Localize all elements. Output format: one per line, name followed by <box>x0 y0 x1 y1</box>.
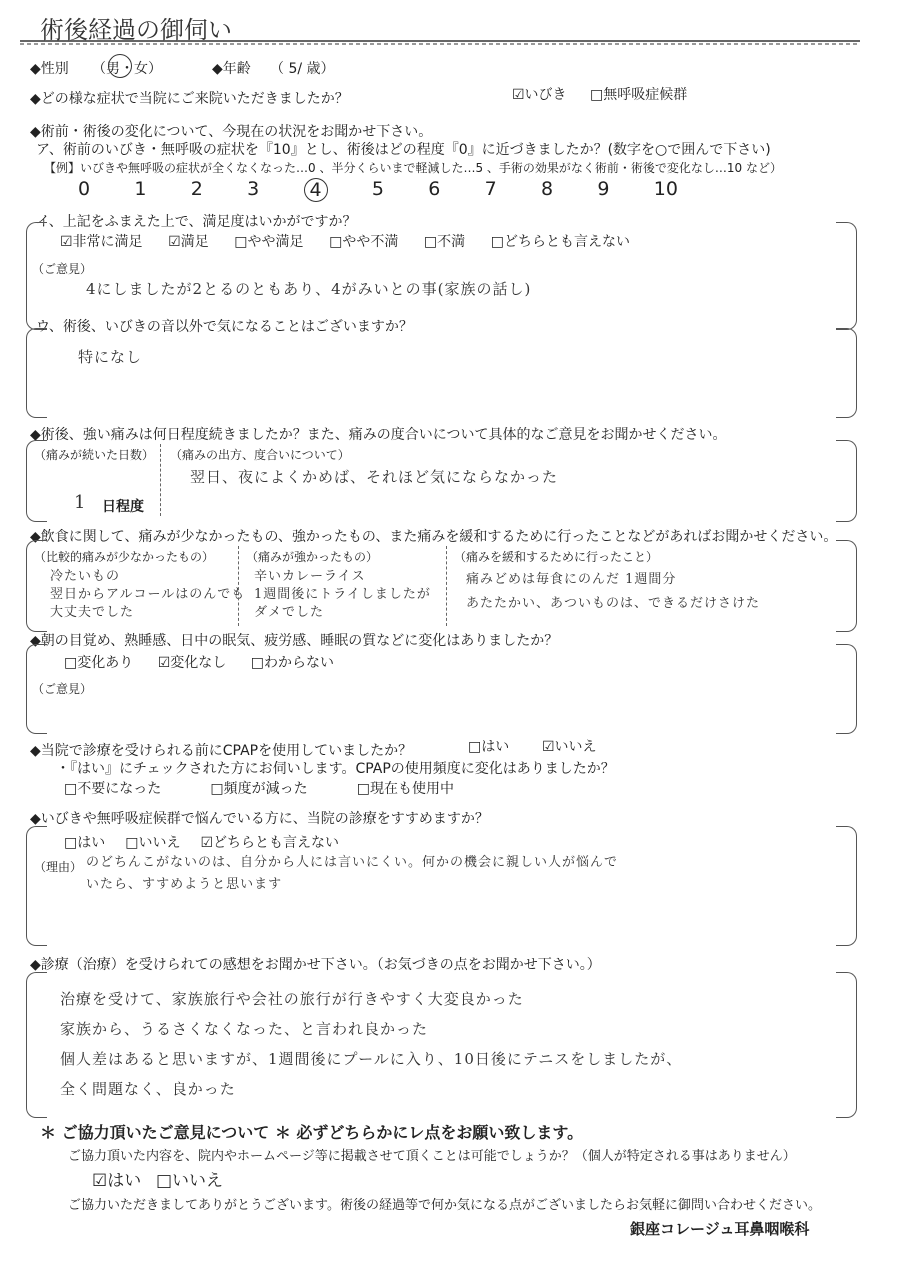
pain-bracket-right <box>836 440 857 522</box>
cpap-opt-yes[interactable]: □はい <box>468 739 510 755</box>
food-separator-1 <box>238 546 240 626</box>
satisfaction-bracket-right <box>836 222 857 330</box>
satisfaction-option-1[interactable]: ☑満足 <box>168 234 209 250</box>
recommend-reason-line: のどちんこがないのは、自分から人には言いにくい。何かの機会に親しい人が悩んで <box>86 855 619 870</box>
food-separator-2 <box>446 546 448 626</box>
food-col3-line: あたたかい、あついものは、できるだけさけた <box>466 596 761 611</box>
food-col1-line: 大丈夫でした <box>50 605 135 620</box>
pain-days-label: （痛みが続いた日数） <box>34 448 155 462</box>
recommend-reason-line: いたら、すすめようと思います <box>86 877 283 892</box>
title-underline <box>20 38 860 46</box>
recommend-options <box>64 832 339 852</box>
pain-degree-label: （痛みの出方、度合いについて） <box>170 448 350 462</box>
scale-number-6[interactable]: 6 <box>428 178 441 200</box>
impression-line: 家族から、うるさくなくなった、と言われ良かった <box>60 1020 429 1038</box>
sleep-bracket-right <box>836 644 857 734</box>
satisfaction-option-5[interactable]: □どちらとも言えない <box>490 234 630 250</box>
pain-separator <box>160 444 162 516</box>
sleep-question: ◆朝の目覚め、熟睡感、日中の眠気、疲労感、睡眠の質などに変化はありましたか？ <box>30 633 559 649</box>
cpap-frequency-option-2[interactable]: □現在も使用中 <box>356 781 454 797</box>
consent-heading: ＊ ご協力頂いたご意見について ＊ 必ずどちらかにレ点をお願い致します。 <box>40 1123 584 1142</box>
sleep-options <box>64 652 334 672</box>
consent-thanks: ご協力いただきましてありがとうございます。術後の経過等で何か気になる点がございましたらお気軽に御問い合わせください。 <box>68 1198 821 1213</box>
clinic-name: 銀座コレージュ耳鼻咽喉科 <box>630 1220 810 1238</box>
scale-number-8[interactable]: 8 <box>541 178 554 200</box>
food-col2-line: ダメでした <box>254 605 325 620</box>
food-col3-text[interactable] <box>466 568 760 616</box>
food-question: ◆飲食に関して、痛みが少なかったもの、強かったもの、また痛みを緩和するために行ったことなどがあればお聞かせください。 <box>30 529 838 545</box>
pain-days-unit: 日程度 <box>102 499 144 515</box>
recommend-bracket-left <box>26 826 47 946</box>
satisfaction-opinion-text[interactable]: 4にしましたが2とるのともあり、4がみいとの事(家族の話し) <box>86 280 532 298</box>
satisfaction-option-0[interactable]: ☑非常に満足 <box>60 234 143 250</box>
food-col1-line: 翌日からアルコールはのんでも <box>50 587 246 602</box>
impression-question: ◆診療（治療）を受けられての感想をお聞かせ下さい。（お気づきの点をお聞かせ下さい。） <box>30 957 601 973</box>
scale-number-1[interactable]: 1 <box>134 178 147 200</box>
sleep-option-1[interactable]: ☑変化なし <box>157 655 227 671</box>
cpap-frequency-option-1[interactable]: □頻度が減った <box>210 781 308 797</box>
change-sub-a: ア、術前のいびき・無呼吸の症状を『10』とし、術後はどの程度『0』に近づきましたか？(数字を○で囲んで下さい) <box>36 142 771 158</box>
consent-opt-no[interactable]: □いいえ <box>156 1171 224 1191</box>
cpap-question: ◆当院で診療を受けられる前にCPAPを使用していましたか？ <box>30 743 413 759</box>
scale-number-3[interactable]: 3 <box>247 178 260 200</box>
sex-value[interactable]: （男・女） <box>92 61 162 77</box>
food-col3-line: 痛みどめは毎食にのんだ 1週間分 <box>466 572 677 587</box>
page-title: 術後経過の御伺い <box>40 16 232 44</box>
recommend-reason-text[interactable] <box>86 852 618 896</box>
consent-opt-yes[interactable]: ☑はい <box>92 1171 142 1191</box>
scale-number-selected[interactable]: 4 <box>304 178 328 202</box>
recommend-bracket-right <box>836 826 857 946</box>
scale-number-9[interactable]: 9 <box>597 178 610 200</box>
sleep-option-2[interactable]: □わからない <box>250 655 334 671</box>
other-bracket-right <box>836 328 857 418</box>
recommend-option-2[interactable]: ☑どちらとも言えない <box>200 835 339 851</box>
impression-text[interactable] <box>60 984 682 1104</box>
scale-number-7[interactable]: 7 <box>484 178 497 200</box>
food-bracket-right <box>836 540 857 632</box>
satisfaction-opinion-label: （ご意見） <box>32 262 93 276</box>
sex-selected-circle <box>108 54 132 78</box>
consent-question: ご協力頂いた内容を、院内やホームページ等に掲載させて頂くことは可能でしょうか？（個人が特定される事はありません） <box>68 1149 796 1164</box>
scale-number-2[interactable]: 2 <box>190 178 203 200</box>
sex-label: ◆性別 <box>30 61 69 77</box>
pain-degree-text[interactable]: 翌日、夜によくかめば、それほど気にならなかった <box>190 468 559 486</box>
pain-days-value[interactable]: 1 <box>74 492 87 513</box>
other-answer[interactable]: 特になし <box>78 348 143 366</box>
symptom-opt-apnea[interactable]: □無呼吸症候群 <box>590 87 688 103</box>
recommend-option-0[interactable]: □はい <box>64 835 106 851</box>
scale-number-5[interactable]: 5 <box>371 178 384 200</box>
satisfaction-options <box>60 231 630 251</box>
scale-row <box>78 178 678 202</box>
food-col2-line: 1週間後にトライしましたが <box>254 587 431 602</box>
satisfaction-option-2[interactable]: □やや満足 <box>234 234 304 250</box>
change-example: 【例】いびきや無呼吸の症状が全くなくなった…0 、半分くらいまで軽減した…5 、手術の効果がなく術前・術後で変化なし…10 など） <box>44 161 782 175</box>
recommend-reason-label: （理由） <box>34 860 83 874</box>
satisfaction-option-3[interactable]: □やや不満 <box>329 234 399 250</box>
cpap-opt-no[interactable]: ☑いいえ <box>542 739 597 755</box>
food-col2-label: （痛みが強かったもの） <box>246 550 379 564</box>
satisfaction-question: イ、上記をふまえた上で、満足度はいかがですか？ <box>36 214 357 230</box>
pain-question: ◆術後、強い痛みは何日程度続きましたか？また、痛みの度合いについて具体的なご意見をお聞かせください。 <box>30 427 727 443</box>
age-value[interactable]: （ 5/ 歳） <box>270 61 335 77</box>
impression-bracket-right <box>836 972 857 1118</box>
scale-number-10[interactable]: 10 <box>653 178 678 200</box>
cpap-frequency-options <box>64 778 454 798</box>
cpap-followup: ・『はい』にチェックされた方にお伺いします。CPAPの使用頻度に変化はありましたか？ <box>56 761 615 777</box>
food-col3-label: （痛みを緩和するために行ったこと） <box>454 550 659 564</box>
other-question: ウ、術後、いびきの音以外で気になることはございますか？ <box>36 319 413 335</box>
impression-bracket-left <box>26 972 47 1118</box>
food-col2-text[interactable] <box>254 568 431 622</box>
food-col1-label: （比較的痛みが少なかったもの） <box>34 550 215 564</box>
sleep-opinion-label: （ご意見） <box>32 682 93 696</box>
recommend-option-1[interactable]: □いいえ <box>125 835 181 851</box>
sleep-option-0[interactable]: □変化あり <box>64 655 134 671</box>
symptom-opt-snoring[interactable]: ☑いびき <box>512 87 567 103</box>
cpap-frequency-option-0[interactable]: □不要になった <box>64 781 162 797</box>
food-col1-line: 冷たいもの <box>50 569 121 584</box>
recommend-question: ◆いびきや無呼吸症候群で悩んでいる方に、当院の診療をすすめますか？ <box>30 811 489 827</box>
satisfaction-option-4[interactable]: □不満 <box>423 234 466 250</box>
other-bracket-left <box>26 328 47 418</box>
age-label: ◆年齢 <box>212 61 251 77</box>
scale-number-0[interactable]: 0 <box>78 178 91 200</box>
impression-line: 全く問題なく、良かった <box>60 1080 236 1098</box>
impression-line: 治療を受けて、家族旅行や会社の旅行が行きやすく大変良かった <box>60 990 524 1008</box>
food-col1-text[interactable] <box>50 568 245 622</box>
symptom-question: ◆どの様な症状で当院にご来院いただきましたか？ <box>30 91 349 107</box>
change-question: ◆術前・術後の変化について、今現在の状況をお聞かせ下さい。 <box>30 124 433 140</box>
impression-line: 個人差はあると思いますが、1週間後にプールに入り、10日後にテニスをしましたが、 <box>60 1050 683 1068</box>
food-col2-line: 辛いカレーライス <box>254 569 366 584</box>
